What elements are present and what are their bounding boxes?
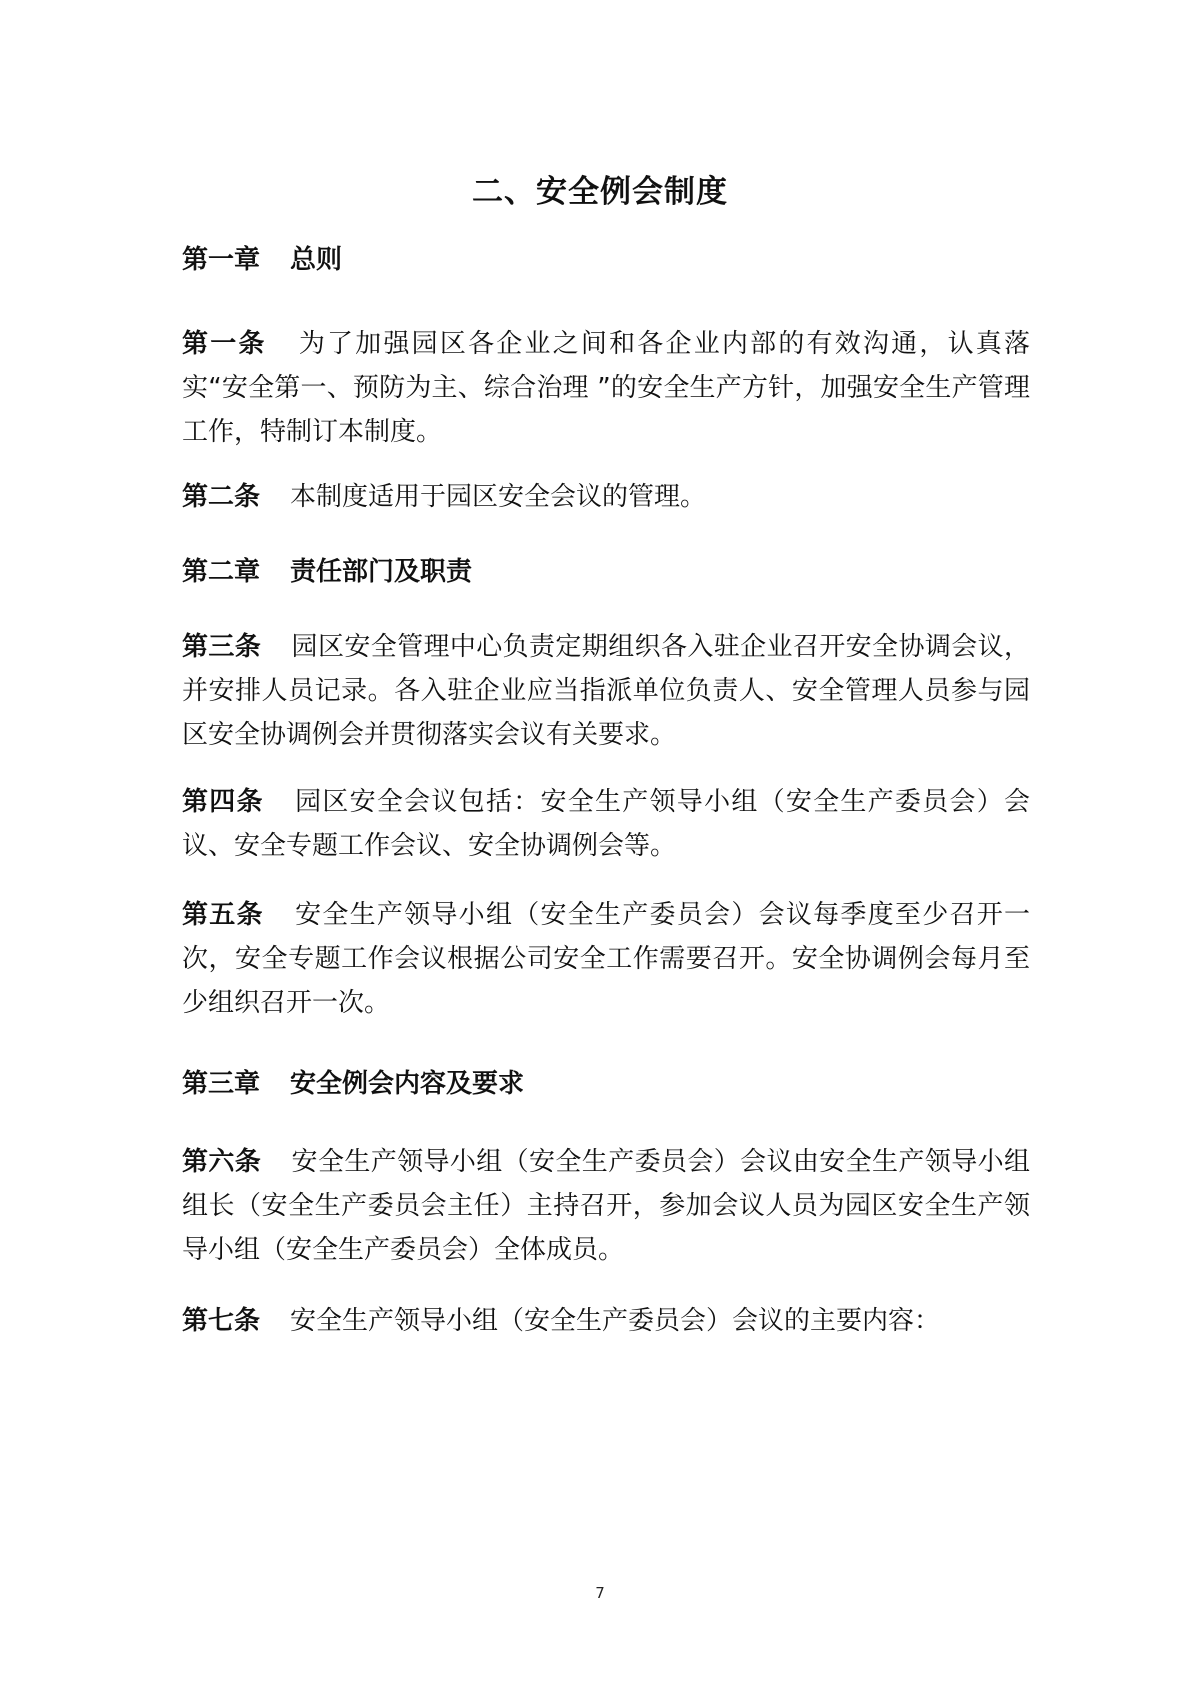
chapter-name: 总则: [290, 245, 343, 275]
article-text: 安全生产领导小组（安全生产委员会）会议的主要内容：: [290, 1306, 941, 1336]
chapter-2-heading: [182, 550, 1030, 594]
article-label: 第五条: [182, 900, 264, 930]
article-6: [182, 1140, 1030, 1272]
chapter-1-heading: [182, 238, 1030, 282]
article-label: 第二条: [182, 482, 261, 512]
article-text: 安全生产领导小组（安全生产委员会）会议每季度至少召开一次，安全专题工作会议根据公司安全工作需要召开。安全协调例会每月至少组织召开一次。: [182, 900, 1030, 1018]
article-text: 为了加强园区各企业之间和各企业内部的有效沟通，认真落实“安全第一、预防为主、综合治理 ”的安全生产方针，加强安全生产管理工作，特制订本制度。: [182, 329, 1030, 447]
page-number: 7: [595, 1584, 605, 1602]
article-3: [182, 625, 1030, 757]
article-label: 第六条: [182, 1147, 262, 1177]
article-label: 第三条: [182, 632, 262, 662]
article-2: [182, 475, 1030, 519]
chapter-label: 第三章: [182, 1069, 261, 1099]
article-text: 园区安全管理中心负责定期组织各入驻企业召开安全协调会议，并安排人员记录。各入驻企业应当指派单位负责人、安全管理人员参与园区安全协调例会并贯彻落实会议有关要求。: [182, 632, 1030, 750]
chapter-name: 安全例会内容及要求: [290, 1069, 525, 1099]
article-text: 本制度适用于园区安全会议的管理。: [290, 482, 707, 512]
article-label: 第四条: [182, 787, 264, 817]
chapter-label: 第一章: [182, 245, 261, 275]
article-text: 安全生产领导小组（安全生产委员会）会议由安全生产领导小组组长（安全生产委员会主任）主持召开，参加会议人员为园区安全生产领导小组（安全生产委员会）全体成员。: [182, 1147, 1030, 1265]
article-label: 第一条: [182, 329, 267, 359]
document-title: 二、安全例会制度: [472, 174, 728, 210]
article-1: [182, 322, 1030, 454]
article-5: [182, 893, 1030, 1025]
chapter-3-heading: [182, 1062, 1030, 1106]
article-text: 园区安全会议包括：安全生产领导小组（安全生产委员会）会议、安全专题工作会议、安全协调例会等。: [182, 787, 1030, 861]
article-label: 第七条: [182, 1306, 261, 1336]
chapter-name: 责任部门及职责: [290, 557, 473, 587]
article-7: [182, 1299, 1030, 1343]
chapter-label: 第二章: [182, 557, 261, 587]
article-4: [182, 780, 1030, 868]
